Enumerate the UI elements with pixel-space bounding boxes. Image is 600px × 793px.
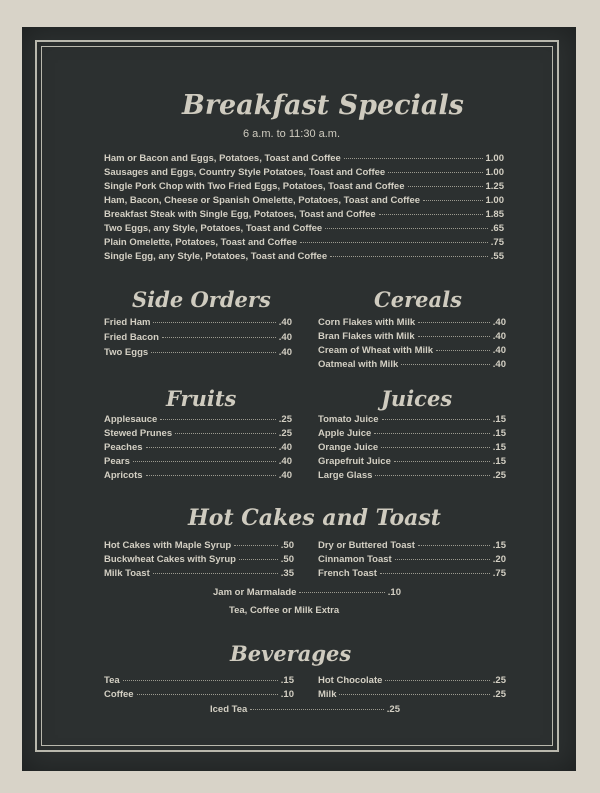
list-item [104,689,294,702]
item-price: 1.85 [485,209,504,220]
item-price: .55 [490,251,504,262]
list-item [318,568,506,581]
item-name: Grapefruit Juice [318,456,391,467]
item-name: Orange Juice [318,442,379,453]
leader-dots [423,200,482,201]
item-name: Stewed Prunes [104,428,173,439]
item-name: Two Eggs [104,347,149,358]
item-name: Coffee [104,689,134,700]
item-price: .35 [280,568,294,579]
item-price: .15 [492,442,506,453]
leader-dots [381,447,490,448]
item-name: Oatmeal with Milk [318,359,399,370]
leader-dots [375,475,489,476]
item-price: .40 [278,332,292,343]
item-price: .50 [280,554,294,565]
leader-dots [146,475,276,476]
item-price: .15 [492,540,506,551]
leader-dots [418,545,490,546]
item-price: .25 [278,428,292,439]
list-item [104,223,504,236]
beverages-heading: Beverages [230,641,352,666]
list-item [318,554,506,567]
leader-dots [394,461,490,462]
item-price: .40 [492,359,506,370]
leader-dots [151,352,276,353]
item-name: Breakfast Steak with Single Egg, Potatoes, Toast and Coffee [104,209,376,220]
list-item [104,442,292,455]
item-price: .15 [492,428,506,439]
item-price: .50 [280,540,294,551]
list-item [318,442,506,455]
leader-dots [299,592,384,593]
item-price: 1.00 [485,167,504,178]
item-price: .25 [278,414,292,425]
item-price: .75 [490,237,504,248]
item-name: Tomato Juice [318,414,379,425]
item-price: .25 [492,675,506,686]
list-item [318,470,506,483]
item-name: Fried Ham [104,317,151,328]
leader-dots [344,158,483,159]
list-item [318,540,506,553]
item-price: .25 [386,704,400,715]
leader-dots [382,419,490,420]
list-item [104,153,504,166]
list-item [104,332,292,345]
item-name: Cinnamon Toast [318,554,392,565]
leader-dots [162,337,276,338]
leader-dots [401,364,490,365]
item-name: Two Eggs, any Style, Potatoes, Toast and Coffee [104,223,323,234]
list-item [318,317,506,330]
leader-dots [379,214,483,215]
leader-dots [388,172,482,173]
item-price: .65 [490,223,504,234]
leader-dots [380,573,490,574]
list-item [104,237,504,250]
item-name: Cream of Wheat with Milk [318,345,434,356]
item-name: Buckwheat Cakes with Syrup [104,554,236,565]
leader-dots [339,694,489,695]
item-name: Single Egg, any Style, Potatoes, Toast and Coffee [104,251,328,262]
leader-dots [436,350,490,351]
list-item [104,195,504,208]
leader-dots [146,447,276,448]
item-name: Jam or Marmalade [213,587,297,598]
list-item [318,345,506,358]
leader-dots [175,433,276,434]
item-price: .40 [492,345,506,356]
list-item [104,181,504,194]
leader-dots [385,680,489,681]
leader-dots [137,694,278,695]
leader-dots [234,545,278,546]
item-price: .20 [492,554,506,565]
item-name: Large Glass [318,470,373,481]
list-item [104,456,292,469]
item-name: Hot Chocolate [318,675,383,686]
leader-dots [374,433,489,434]
list-item [318,331,506,344]
leader-dots [300,242,488,243]
item-name: Ham or Bacon and Eggs, Potatoes, Toast and Coffee [104,153,341,164]
leader-dots [153,573,278,574]
item-price: .40 [278,347,292,358]
leader-dots [325,228,488,229]
leader-dots [395,559,490,560]
leader-dots [250,709,383,710]
item-name: Applesauce [104,414,158,425]
item-price: .15 [280,675,294,686]
list-item [318,675,506,688]
item-price: .40 [278,442,292,453]
item-price: 1.25 [485,181,504,192]
item-name: Corn Flakes with Milk [318,317,416,328]
menu-title: Breakfast Specials [182,90,464,121]
item-price: 1.00 [485,195,504,206]
item-name: Apple Juice [318,428,372,439]
item-name: Tea [104,675,120,686]
item-price: .15 [492,456,506,467]
item-price: .40 [492,317,506,328]
menu-hours: 6 a.m. to 11:30 a.m. [243,128,341,140]
extra-note: Tea, Coffee or Milk Extra [229,605,340,616]
list-item [213,587,401,600]
item-name: Iced Tea [210,704,248,715]
item-name: Ham, Bacon, Cheese or Spanish Omelette, Potatoes, Toast and Coffee [104,195,421,206]
list-item [104,428,292,441]
item-price: .40 [492,331,506,342]
leader-dots [418,322,490,323]
item-name: Milk [318,689,337,700]
leader-dots [418,336,490,337]
item-name: Bran Flakes with Milk [318,331,415,342]
leader-dots [408,186,483,187]
hot-cakes-heading: Hot Cakes and Toast [188,505,441,531]
item-price: .40 [278,470,292,481]
fruits-heading: Fruits [166,386,237,411]
item-price: .10 [280,689,294,700]
list-item [104,414,292,427]
item-name: Hot Cakes with Maple Syrup [104,540,232,551]
leader-dots [133,461,276,462]
juices-heading: Juices [381,386,453,411]
leader-dots [123,680,278,681]
item-name: Dry or Buttered Toast [318,540,415,551]
list-item [104,568,294,581]
item-name: Pears [104,456,130,467]
list-item [104,167,504,180]
item-price: .40 [278,317,292,328]
cereals-heading: Cereals [374,287,462,312]
list-item [104,470,292,483]
leader-dots [160,419,275,420]
list-item [104,317,292,330]
list-item [104,540,294,553]
list-item [210,704,400,717]
item-name: Peaches [104,442,143,453]
item-price: 1.00 [485,153,504,164]
item-price: .10 [387,587,401,598]
list-item [318,428,506,441]
item-name: Sausages and Eggs, Country Style Potatoes, Toast and Coffee [104,167,386,178]
item-price: .40 [278,456,292,467]
item-name: French Toast [318,568,377,579]
list-item [318,359,506,372]
item-price: .25 [492,470,506,481]
item-price: .75 [492,568,506,579]
list-item [104,209,504,222]
item-name: Milk Toast [104,568,150,579]
list-item [318,456,506,469]
list-item [318,414,506,427]
item-price: .25 [492,689,506,700]
list-item [104,347,292,360]
item-price: .15 [492,414,506,425]
side-orders-heading: Side Orders [132,287,271,312]
item-name: Plain Omelette, Potatoes, Toast and Coffee [104,237,298,248]
list-item [318,689,506,702]
item-name: Apricots [104,470,143,481]
list-item [104,554,294,567]
list-item [104,251,504,264]
item-name: Fried Bacon [104,332,159,343]
item-name: Single Pork Chop with Two Fried Eggs, Potatoes, Toast and Coffee [104,181,405,192]
leader-dots [239,559,278,560]
list-item [104,675,294,688]
leader-dots [153,322,275,323]
leader-dots [330,256,488,257]
